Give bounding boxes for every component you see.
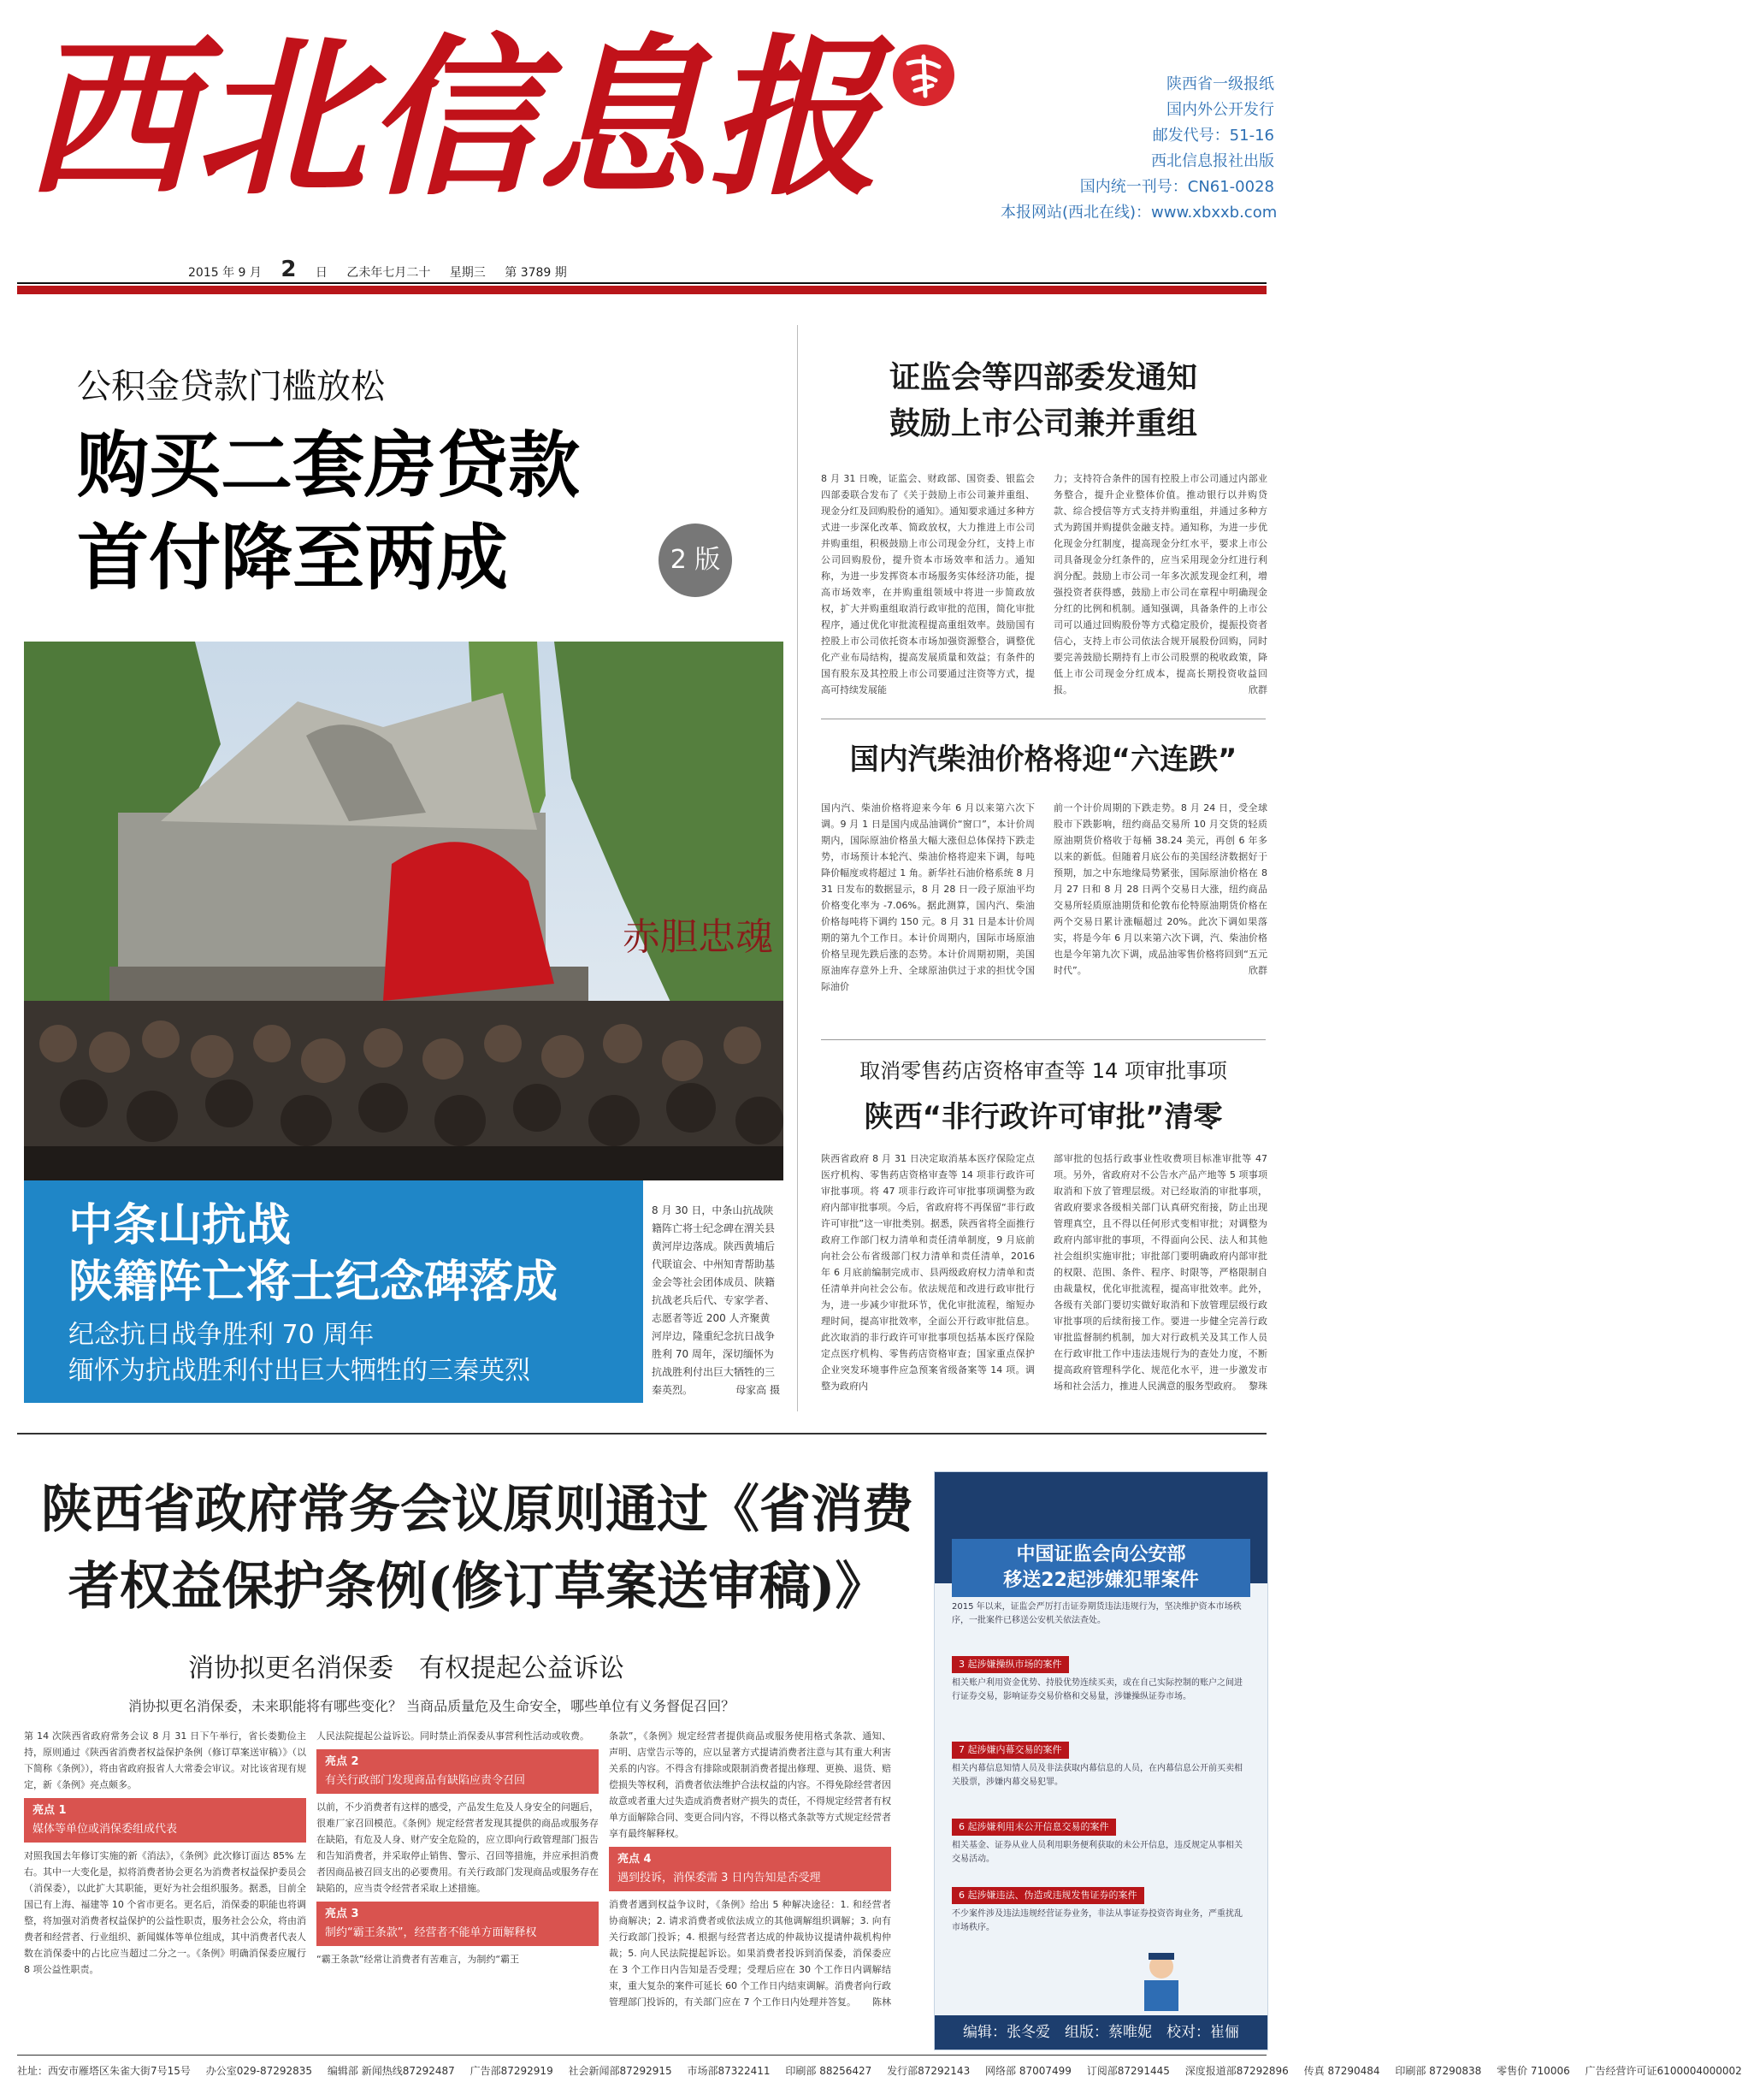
footer-item: 印刷部 87290838 <box>1395 2065 1482 2077</box>
caption-body: 8 月 30 日，中条山抗战陕籍阵亡将士纪念碑在渭关县黄河岸边落成。陕西黄埔后代联谊会、中州知青帮助基金会等社会团体成员、陕籍抗战老兵后代、专家学者、志愿者等近 200 人齐聚黄河岸边，隆重纪念抗日战争胜利 70 周年，深切缅怀为抗战胜利付出巨大牺牲的三秦英烈。 <box>652 1204 776 1396</box>
photo-sub-line: 缅怀为抗战胜利付出巨大牺牲的三秦英烈 <box>68 1356 530 1386</box>
infographic-title <box>952 1539 1250 1597</box>
newspaper-seal-icon <box>889 41 958 109</box>
article-body: 消费者遇到权益争议时，《条例》给出 5 种解决途径：1. 和经营者协商解决；2. 请求消费者或依法成立的其他调解组织调解；3. 向有关行政部门投诉；4. 根据与经营者达成的仲裁协议提请仲裁机构仲裁；5. 向人民法院提起诉讼。如果消费者投诉到消保委，消保委应在 3 个工作日内告知是否受理；受理后应在 30 个工作日内调解结束，重大复杂的案件可延长 60 个工作日内结束调解。消费者向行政管理部门投诉的，有关部门应在 7 个工作日内处理并答复。 <box>609 1899 891 2008</box>
photo-story-banner <box>24 1180 643 1403</box>
footer-item: 零售价 710006 <box>1497 2065 1570 2077</box>
photo-sub-line: 纪念抗日战争胜利 70 周年 <box>68 1320 375 1350</box>
article-body: 前一个计价周期的下跌走势。8 月 24 日，受全球股市下跌影响，纽约商品交易所 10 月交货的轻质原油期货价格收于每桶 38.24 美元，再创 6 年多以来的新低。但随着月底公布的美国经济数据好于预期，加之中东地缘局势紧张，国际原油价格在 8 月 27 日和 8 月 28 日两个交易日大涨，纽约商品交易所轻质原油期货和伦敦布伦特原油期货价格在两个交易日累计涨幅超过 20%。此次下调如果落实，将是今年 6 月以来第六次下调，汽、柴油价格也是今年第九次下调，成品油零售价格将回到“五元时代”。 <box>1054 802 1267 976</box>
infographic-section <box>952 1742 1250 1789</box>
consumer-law-subhead: 消协拟更名消保委 有权提起公益诉讼 <box>188 1653 624 1683</box>
highlight-number: 亮点 4 <box>617 1853 652 1866</box>
photo-caption-text <box>652 1202 780 1399</box>
masthead-logo <box>24 18 880 219</box>
byline: 陈林 <box>872 1996 891 2008</box>
editor-credit: 编辑：张冬爱 组版：蔡唯妮 校对：崔俪 <box>935 2015 1267 2050</box>
infographic-section <box>952 1656 1250 1704</box>
date-day: 2 <box>281 257 297 282</box>
csrc-infographic <box>934 1471 1268 2050</box>
article-column <box>1054 1151 1267 1394</box>
highlight-number: 亮点 2 <box>325 1755 359 1768</box>
pub-info-line: 国内外公开发行 <box>1166 101 1274 119</box>
footer-contacts <box>17 2063 1742 2078</box>
lead-subhead: 公积金贷款门槛放松 <box>77 367 385 406</box>
masthead-red-rule <box>17 286 1267 294</box>
footer-item: 广告经营许可证6100004000002 <box>1585 2065 1742 2077</box>
article-column: 8 月 31 日晚，证监会、财政部、国资委、银监会四部委联合发布了《关于鼓励上市公司兼并重组、现金分红及回购股份的通知》。通知要求通过多种方式进一步深化改革、简政放权，大力推进上市公司并购重组，积极鼓励上市公司现金分红，支持上市公司回购股份，提升资本市场效率和活力。通知称，为进一步发挥资本市场服务实体经济功能，提高市场效率，在并购重组领域中将进一步简政放权，扩大并购重组取消行政审批的范围，简化审批程序，通过优化审批流程提高重组效率。鼓励国有控股上市公司依托资本市场加强资源整合，调整优化产业布局结构，提高发展质量和效益；有条件的国有股东及其控股上市公司要通过注资等方式，提高可持续发展能 <box>821 473 1035 695</box>
police-figure-icon <box>1123 1951 1200 2014</box>
footer-item: 市场部87322411 <box>687 2065 771 2077</box>
page-badge[interactable]: 2 版 <box>658 524 732 597</box>
pub-info-line: 邮发代号：51-16 <box>1152 127 1274 145</box>
publication-info <box>1001 72 1278 226</box>
headline-line: 者权益保护条例(修订草案送审稿)》 <box>68 1557 887 1617</box>
article-body: “霸王条款”经常让消费者有苦难言，为制约“霸王 <box>316 1954 520 1965</box>
monument-photo <box>24 642 783 1180</box>
highlight-box <box>24 1798 306 1843</box>
highlight-number: 亮点 1 <box>32 1804 67 1817</box>
date-lunar: 乙未年七月二十 <box>346 266 431 280</box>
highlight-box <box>316 1902 599 1946</box>
article-body: 人民法院提起公益诉讼。同时禁止消保委从事营利性活动或收费。 <box>316 1730 589 1742</box>
pub-info-line: 陕西省一级报纸 <box>1166 75 1274 93</box>
footer-item: 传真 87290484 <box>1303 2065 1380 2077</box>
photo-story-headline <box>68 1198 558 1310</box>
column-divider <box>797 325 798 1411</box>
section-text: 相关账户利用资金优势、持股优势连续买卖，或在自己实际控制的账户之间进行证券交易，影响证券交易价格和交易量，涉嫌操纵证券市场。 <box>952 1678 1243 1701</box>
section-text: 不少案件涉及违法违规经营证券业务，非法从事证券投资咨询业务，严重扰乱市场秩序。 <box>952 1909 1243 1932</box>
section-divider <box>17 1433 1267 1435</box>
section-text: 相关基金、证券从业人员利用职务便利获取的未公开信息，违反规定从事相关交易活动。 <box>952 1841 1243 1864</box>
date-year-month: 2015 年 9 月 <box>188 266 262 280</box>
article-body: 力；支持符合条件的国有控股上市公司通过内部业务整合，提升企业整体价值。推动银行以并购贷款、综合授信等方式支持并购重组，并通过多种方式为跨国并购提供金融支持。通知称，为进一步优化现金分红制度，提高现金分红水平，要求上市公司具备现金分红条件的，应当采用现金分红进行利润分配。鼓励上市公司一年多次派发现金红利，增强投资者获得感，鼓励上市公司在章程中明确现金分红的比例和机制。通知强调，具备条件的上市公司可以通过回购股份等方式稳定股价，提振投资者信心，支持上市公司依法合规开展股份回购，同时要完善鼓励长期持有上市公司股票的税收政策，降低上市公司现金分红成本，提高长期投资收益回报。 <box>1054 473 1267 695</box>
footer-item: 编辑部 新闻热线87292487 <box>327 2065 455 2077</box>
headline-line: 鼓励上市公司兼并重组 <box>889 406 1197 441</box>
article-body: 第 14 次陕西省政府常务会议 8 月 31 日下午举行，省长娄勤俭主持，原则通过《陕西省消费者权益保护条例（修订草案送审稿）》（以下简称《条例》），将由省政府报省人大常委会审议。对比该省现有规定，新《条例》亮点颇多。 <box>24 1730 306 1790</box>
byline: 欣群 <box>1249 965 1267 976</box>
article-column: 陕西省政府 8 月 31 日决定取消基本医疗保险定点医疗机构、零售药店资格审查等 14 项非行政许可审批事项。将 47 项非行政许可审批事项调整为政府内部审批事项。今后，省政府将不再保留“非行政许可审批”这一审批类别。据悉，陕西省将全面推行政府工作部门权力清单和责任清单制度，9 月底前向社会公布省级部门权力清单和责任清单，2016 年 6 月底前编制完成市、县两级政府权力清单和责任清单并向社会公布。依法规范和改进行政审批行为，进一步减少审批环节，优化审批流程，缩短办理时间，提高审批效率，全面公开行政审批信息。此次取消的非行政许可审批事项包括基本医疗保险定点医疗机构、零售药店资格审查；国家重点保护企业突发环境事件应急预案省级备案等 14 项。调整为政府内 <box>821 1153 1035 1392</box>
headline-line: 陕西省政府常务会议原则通过《省消费 <box>41 1480 913 1540</box>
highlight-text: 媒体等单位或消保委组成代表 <box>32 1823 178 1836</box>
section-tag: 6 起涉嫌违法、伪造或违规发售证券的案件 <box>952 1887 1144 1904</box>
fuel-price-headline: 国内汽柴油价格将迎“六连跌” <box>849 742 1237 777</box>
approval-headline: 陕西“非行政许可审批”清零 <box>864 1100 1223 1134</box>
infographic-title-line: 中国证监会向公安部 <box>1016 1544 1186 1565</box>
pub-info-line: 本报网站(西北在线)：www.xbxxb.com <box>1001 204 1278 222</box>
footer-item: 深度报道部87292896 <box>1184 2065 1289 2077</box>
article-column: 国内汽、柴油价格将迎来今年 6 月以来第六次下调。9 月 1 日是国内成品油调价“窗口”，本计价周期内，国际原油价格虽大幅大涨但总体保持下跌走势，市场预计本轮汽、柴油价格将迎来下调，每吨降价幅度或将超过 1 角。新华社石油价格系统 8 月 31 日发布的数据显示，8 月 28 日一段子原油平均价格变化率为 -7.06%。据此测算，国内汽、柴油价格每吨将下调约 150 元。8 月 31 日是本计价周期的第九个工作日。本计价周期内，国际市场原油价格呈现先跌后涨的态势。本计价周期初期，美国原油库存意外上升、全球原油供过于求的担忧令国际油价 <box>821 802 1035 992</box>
infographic-title-line: 移送22起涉嫌犯罪案件 <box>1003 1570 1199 1591</box>
divider <box>821 1039 1266 1040</box>
infographic-section <box>952 1819 1250 1866</box>
consumer-law-headline <box>24 1471 930 1625</box>
article-column <box>1054 470 1267 698</box>
headline-line: 证监会等四部委发通知 <box>889 360 1197 395</box>
divider <box>17 282 1267 284</box>
masthead-logo-text: 西北信息报 <box>24 18 880 219</box>
lead-headline-line: 首付降至两成 <box>77 516 509 600</box>
article-body: 部审批的包括行政事业性收费项目标准审批等 47 项。另外，省政府对不公告水产品产地等 5 项事项取消和下放了管理层级。对已经取消的审批事项，省政府要求各级相关部门认真研究衔接，防止出现管理真空，且不得以任何形式变相审批；对调整为政府内部审批的事项，不得面向公民、法人和其他社会组织实施审批；审批部门要明确政府内部审批的权限、范围、条件、程序、时限等，严格限制自由裁量权，优化审批流程，提高审批效率。此外，各级有关部门要切实做好取消和下放管理层级行政审批事项的后续衔接工作。要进一步健全完善行政审批监督制约机制，加大对行政机关及其工作人员在行政审批工作中违法违规行为的查处力度，不断提高政府管理科学化、规范化水平，进一步激发市场和社会活力，推进人民满意的服务型政府。 <box>1054 1153 1267 1392</box>
pub-info-line: 国内统一刊号：CN61-0028 <box>1079 178 1274 196</box>
approval-subhead: 取消零售药店资格审查等 14 项审批事项 <box>859 1059 1227 1083</box>
section-text: 相关内幕信息知情人员及非法获取内幕信息的人员，在内幕信息公开前买卖相关股票，涉嫌内幕交易犯罪。 <box>952 1764 1243 1787</box>
article-body: 对照我国去年修订实施的新《消法》，《条例》此次修订面达 85% 左右。其中一大变化是，拟将消费者协会更名为消费者权益保护委员会（消保委），以此扩大其职能，更好为社会组织服务。据悉，目前全国已有上海、福建等 10 个省市更名。更名后，消保委的职能也将调整，将加强对消费者权益保护的公益性职责，服务社会公众，将由消费者和经营者、行业组织、新闻媒体等单位组成，其中消费者代表人数在消保委中的占比应当超过二分之一。《条例》明确消保委应履行 8 项公益性职责。 <box>24 1850 306 1975</box>
article-column <box>609 1728 891 2010</box>
footer-item: 办公室029-87292835 <box>205 2065 313 2077</box>
footer-item: 广告部87292919 <box>470 2065 553 2077</box>
footer-item: 社址：西安市雁塔区朱雀大街7号15号 <box>17 2065 191 2077</box>
byline: 黎珠 <box>1249 1381 1267 1392</box>
consumer-law-lead: 消协拟更名消保委，未来职能将有哪些变化？ 当商品质量危及生命安全，哪些单位有义务督促召回？ <box>128 1698 735 1714</box>
photo-headline-line: 中条山抗战 <box>68 1200 292 1251</box>
photo-story-subhead <box>68 1317 530 1389</box>
infographic-intro: 2015 年以来，证监会严厉打击证券期货违法违规行为，坚决维护资本市场秩序，一批案件已移送公安机关依法查处。 <box>952 1602 1242 1625</box>
lead-headline-line: 购买二套房贷款 <box>77 423 581 507</box>
section-tag: 3 起涉嫌操纵市场的案件 <box>952 1656 1069 1673</box>
highlight-number: 亮点 3 <box>325 1908 359 1920</box>
highlight-text: 制约“霸王条款”，经营者不能单方面解释权 <box>325 1926 537 1939</box>
footer-item: 印刷部 88256427 <box>785 2065 872 2077</box>
highlight-box <box>609 1847 891 1891</box>
pub-info-line: 西北信息报社出版 <box>1151 152 1274 170</box>
section-tag: 6 起涉嫌利用未公开信息交易的案件 <box>952 1819 1116 1836</box>
footer-item: 发行部87292143 <box>887 2065 971 2077</box>
date-weekday: 星期三 <box>449 266 486 280</box>
highlight-box <box>316 1749 599 1794</box>
photo-credit: 母家高 摄 <box>735 1384 780 1396</box>
dateline <box>188 257 582 282</box>
date-day-unit: 日 <box>315 266 328 280</box>
article-column <box>24 1728 306 1978</box>
monument-inscription: 赤胆忠魂 <box>623 915 773 959</box>
divider <box>17 2055 1267 2056</box>
issue-number: 第 3789 期 <box>505 266 567 280</box>
section-tag: 7 起涉嫌内幕交易的案件 <box>952 1742 1069 1759</box>
securities-headline <box>821 355 1266 447</box>
article-body: 条款”，《条例》规定经营者提供商品或服务使用格式条款、通知、声明、店堂告示等的，应以显著方式提请消费者注意与其有重大利害关系的内容。不得含有排除或限制消费者提出修理、更换、退货、赔偿损失等权利，消费者依法维护合法权益的内容。不得免除经营者因故意或者重大过失造成消费者财产损失的责任，不得规定经营者有权单方面解除合同、变更合同内容，不得以格式条款等方式规定经营者享有最终解释权。 <box>609 1730 891 1839</box>
photo-headline-line: 陕籍阵亡将士纪念碑落成 <box>68 1257 558 1308</box>
highlight-text: 有关行政部门发现商品有缺陷应责令召回 <box>325 1774 526 1787</box>
infographic-section <box>952 1887 1250 1935</box>
article-body: 以前，不少消费者有这样的感受，产品发生危及人身安全的问题后，很难厂家召回模范。《条例》规定经营者发现其提供的商品或服务存在缺陷，有危及人身、财产安全危险的，应立即向行政管理部门报告和告知消费者，并采取停止销售、警示、召回等措施，并应承担消费者因商品被召回支出的必要费用。有关行政部门发现商品或服务存在缺陷的，应当责令经营者采取上述措施。 <box>316 1801 599 1894</box>
footer-item: 社会新闻部87292915 <box>568 2065 672 2077</box>
article-column <box>316 1728 599 1967</box>
footer-item: 订阅部87291445 <box>1086 2065 1170 2077</box>
highlight-text: 遇到投诉，消保委需 3 日内告知是否受理 <box>617 1872 821 1884</box>
byline: 欣群 <box>1249 684 1267 695</box>
article-column <box>1054 800 1267 979</box>
footer-item: 网络部 87007499 <box>985 2065 1072 2077</box>
